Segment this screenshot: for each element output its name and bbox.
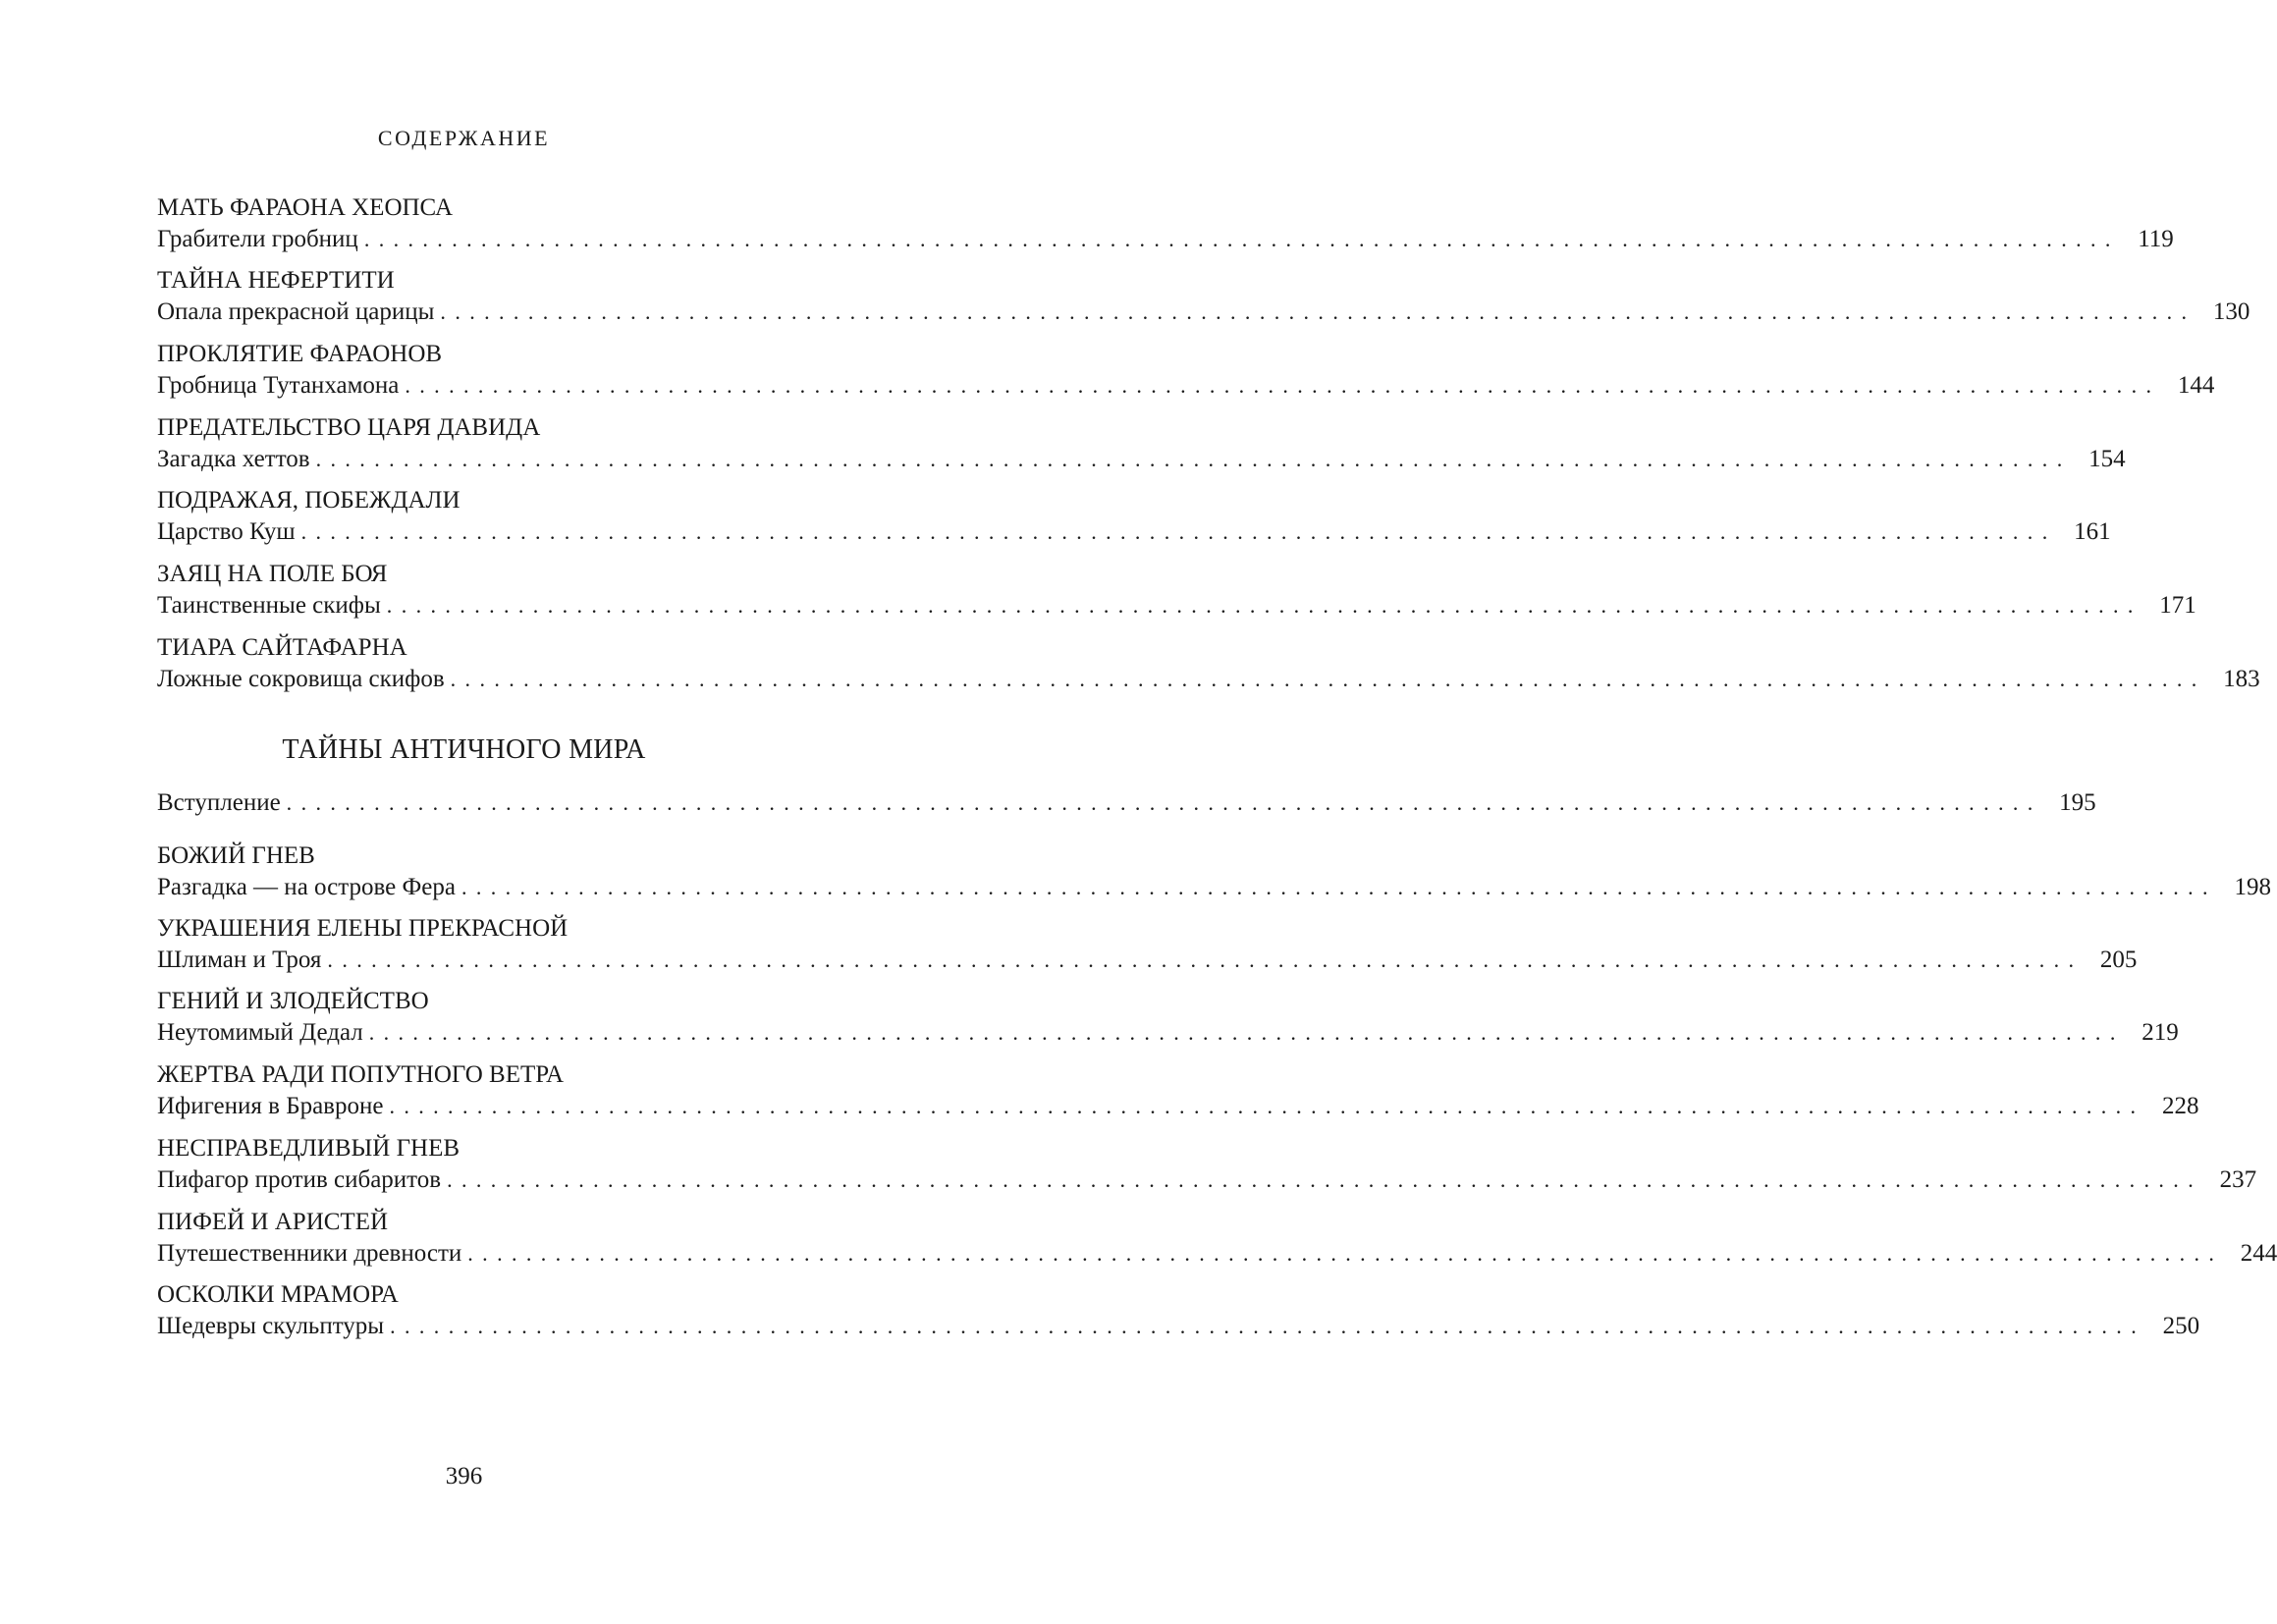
- running-head: СОДЕРЖАНИЕ: [377, 126, 551, 150]
- toc-entry-heading: БОЖИЙ ГНЕВ: [157, 842, 315, 869]
- toc-entry-line[interactable]: [157, 224, 2174, 255]
- toc-entry: [157, 412, 2126, 475]
- toc-entry-heading: ЗАЯЦ НА ПОЛЕ БОЯ: [157, 561, 388, 587]
- toc-entry-intro: [157, 787, 2096, 819]
- toc-entry-page: 228: [2161, 1093, 2199, 1119]
- toc-entry-heading: ПИФЕЙ И АРИСТЕЙ: [157, 1209, 389, 1235]
- toc-entry-page: 198: [2234, 874, 2271, 900]
- toc-entry: [157, 913, 2138, 976]
- toc-entry: [157, 632, 2260, 695]
- leader-dots: ........................................................................................................................: [327, 947, 2084, 972]
- toc-entry-line[interactable]: [157, 1164, 2257, 1196]
- toc-entry-heading: МАТЬ ФАРАОНА ХЕОПСА: [157, 194, 454, 221]
- toc-entry-title: Вступление: [157, 789, 281, 816]
- toc-entry-page: 195: [2059, 789, 2096, 816]
- leader-dots: ........................................................................................................................: [450, 667, 2206, 691]
- toc-entry-page: 144: [2177, 372, 2215, 399]
- leader-dots: ........................................................................................................................: [286, 790, 2042, 815]
- toc-entry-title: Шлиман и Троя: [157, 947, 322, 973]
- toc-entry-page: 161: [2074, 518, 2111, 545]
- toc-entry-line[interactable]: [157, 370, 2215, 402]
- toc-entry-page: 244: [2240, 1240, 2277, 1267]
- leader-dots: ........................................................................................................................: [461, 875, 2217, 899]
- section-title: ТАЙНЫ АНТИЧНОГО МИРА: [282, 734, 646, 765]
- leader-dots: ........................................................................................................................: [389, 1094, 2145, 1118]
- toc-entry-page: 237: [2219, 1166, 2257, 1193]
- toc-entry: [157, 192, 2174, 255]
- toc-entry-title: Ложные сокровища скифов: [157, 666, 445, 692]
- leader-dots: ........................................................................................................................: [300, 519, 2057, 544]
- toc-entry-title: Загадка хеттов: [157, 446, 310, 472]
- leader-dots: ........................................................................................................................: [386, 593, 2142, 618]
- toc-entry-page: 219: [2141, 1019, 2179, 1046]
- toc-entry-title: Ифигения в Бравроне: [157, 1093, 384, 1119]
- toc-entry-heading: УКРАШЕНИЯ ЕЛЕНЫ ПРЕКРАСНОЙ: [157, 915, 569, 942]
- toc-entry-heading: ПОДРАЖАЯ, ПОБЕЖДАЛИ: [157, 487, 461, 514]
- toc-entry-heading: НЕСПРАВЕДЛИВЫЙ ГНЕВ: [157, 1135, 461, 1162]
- toc-entry-title: Грабители гробниц: [157, 226, 358, 252]
- leader-dots: ........................................................................................................................: [405, 373, 2161, 398]
- toc-entry-heading: ПРОКЛЯТИЕ ФАРАОНОВ: [157, 341, 443, 367]
- toc-entry-line[interactable]: [157, 664, 2260, 695]
- leader-dots: ........................................................................................................................: [315, 447, 2072, 471]
- toc-entry-line[interactable]: [157, 872, 2271, 903]
- toc-entry: [157, 559, 2196, 622]
- toc-entry-title: Таинственные скифы: [157, 592, 381, 619]
- toc-entry-heading: ГЕНИЙ И ЗЛОДЕЙСТВО: [157, 988, 429, 1014]
- toc-entry-line[interactable]: [157, 444, 2126, 475]
- toc-entry-title: Разгадка — на острове Фера: [157, 874, 456, 900]
- toc-entry-page: 250: [2162, 1313, 2200, 1339]
- leader-dots: ........................................................................................................................: [440, 299, 2196, 324]
- toc-entry-title: Пифагор против сибаритов: [157, 1166, 442, 1193]
- leader-dots: ........................................................................................................................: [447, 1167, 2203, 1192]
- page-number: 396: [445, 1463, 483, 1489]
- leader-dots: ........................................................................................................................: [467, 1241, 2224, 1266]
- toc-entry: [157, 265, 2250, 328]
- toc-entry-page: 119: [2138, 226, 2174, 252]
- toc-entry-page: 130: [2212, 298, 2250, 325]
- toc-entry: [157, 1279, 2200, 1342]
- toc-entry: [157, 1133, 2257, 1196]
- toc-entry-heading: ТАЙНА НЕФЕРТИТИ: [157, 267, 395, 294]
- toc-entry-page: 183: [2223, 666, 2260, 692]
- toc-entry: [157, 1207, 2277, 1270]
- leader-dots: ........................................................................................................................: [390, 1314, 2146, 1338]
- toc-entry-heading: ТИАРА САЙТАФАРНА: [157, 634, 407, 661]
- toc-entry-title: Опала прекрасной царицы: [157, 298, 435, 325]
- toc-entry-title: Гробница Тутанхамона: [157, 372, 400, 399]
- toc-entry-line[interactable]: [157, 1311, 2200, 1342]
- leader-dots: ........................................................................................................................: [368, 1020, 2125, 1045]
- toc-entry: [157, 1059, 2199, 1122]
- toc-entry-line[interactable]: [157, 590, 2196, 622]
- toc-entry: [157, 485, 2111, 548]
- toc-entry-line[interactable]: [157, 1017, 2179, 1049]
- leader-dots: ........................................................................................................................: [363, 227, 2120, 251]
- toc-entry: [157, 840, 2271, 903]
- toc-entry-line[interactable]: [157, 787, 2096, 819]
- toc-entry-title: Шедевры скульптуры: [157, 1313, 385, 1339]
- toc-entry-heading: ОСКОЛКИ МРАМОРА: [157, 1281, 399, 1308]
- toc-entry-heading: ПРЕДАТЕЛЬСТВО ЦАРЯ ДАВИДА: [157, 414, 541, 441]
- toc-entry-line[interactable]: [157, 1238, 2277, 1270]
- toc-entry-line[interactable]: [157, 1091, 2199, 1122]
- toc-entry-title: Путешественники древности: [157, 1240, 462, 1267]
- toc-entry-heading: ЖЕРТВА РАДИ ПОПУТНОГО ВЕТРА: [157, 1061, 565, 1088]
- toc-entry: [157, 339, 2215, 402]
- toc-entry-line[interactable]: [157, 945, 2138, 976]
- toc-entry: [157, 986, 2179, 1049]
- toc-entry-line[interactable]: [157, 516, 2111, 548]
- toc-entry-line[interactable]: [157, 297, 2250, 328]
- toc-entry-page: 205: [2099, 947, 2138, 973]
- toc-entry-page: 154: [2088, 446, 2126, 472]
- toc-entry-page: 171: [2159, 592, 2196, 619]
- toc-entry-title: Царство Куш: [157, 518, 296, 545]
- toc-entry-title: Неутомимый Дедал: [157, 1019, 363, 1046]
